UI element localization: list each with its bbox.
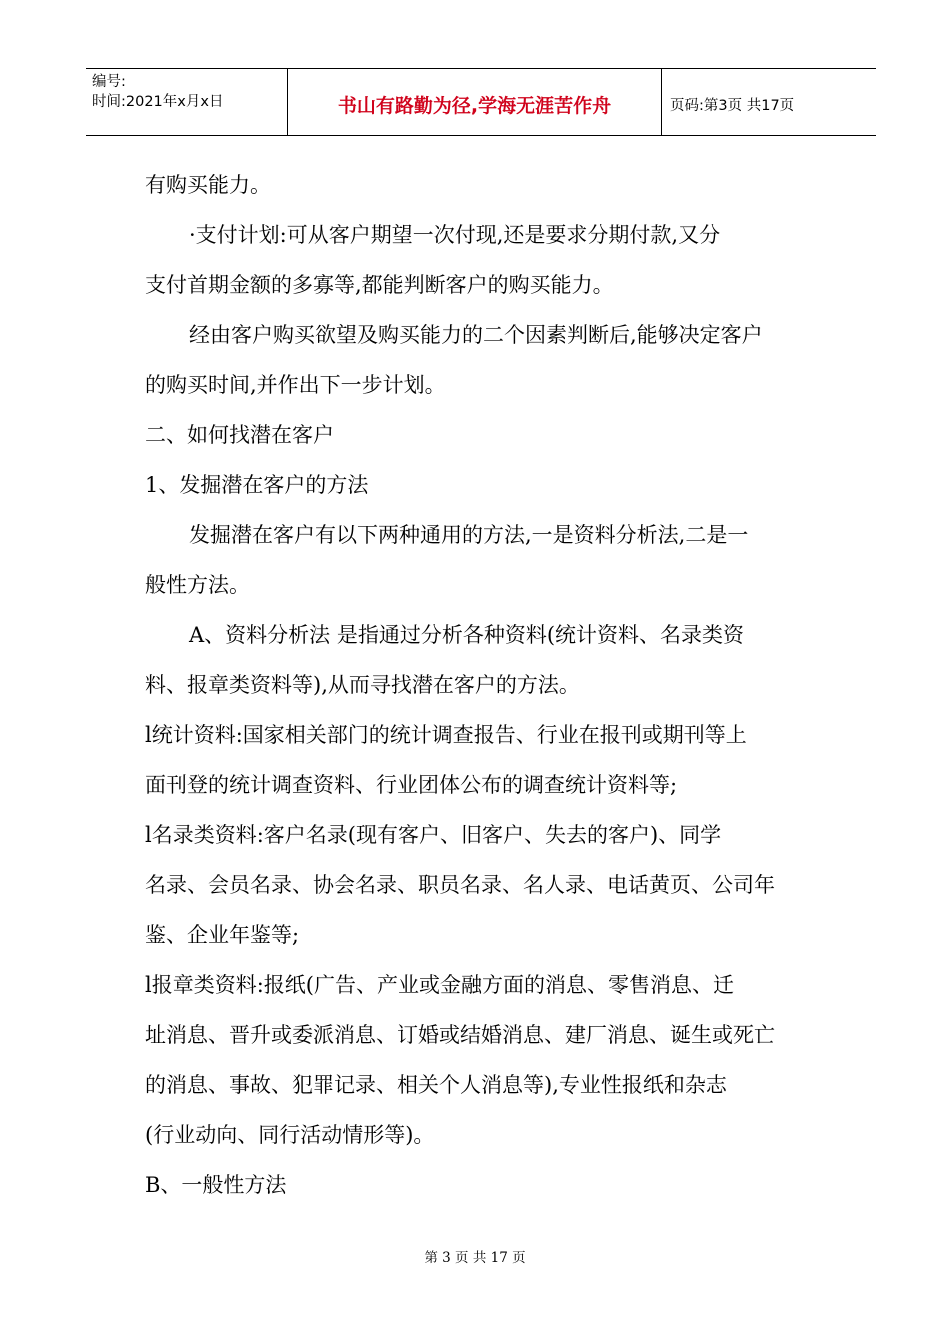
body-line: l名录类资料:客户名录(现有客户、旧客户、失去的客户)、同学: [145, 823, 722, 847]
body-line: l报章类资料:报纸(广告、产业或金融方面的消息、零售消息、迁: [145, 973, 734, 997]
body-line: 的消息、事故、犯罪记录、相关个人消息等),专业性报纸和杂志: [145, 1073, 727, 1097]
document-body: [145, 160, 821, 1210]
body-line: 经由客户购买欲望及购买能力的二个因素判断后,能够决定客户: [189, 323, 763, 347]
header-page-info: 页码:第3页 共17页: [670, 97, 795, 114]
body-line: A、资料分析法 是指通过分析各种资料(统计资料、名录类资: [189, 623, 745, 647]
body-line: B、一般性方法: [145, 1173, 287, 1197]
body-line: ·支付计划:可从客户期望一次付现,还是要求分期付款,又分: [189, 223, 721, 247]
body-line: 名录、会员名录、协会名录、职员名录、名人录、电话黄页、公司年: [145, 873, 775, 897]
body-line: 二、如何找潜在客户: [145, 423, 334, 447]
body-line: 面刊登的统计调查资料、行业团体公布的调查统计资料等;: [145, 773, 678, 797]
body-line: 的购买时间,并作出下一步计划。: [145, 373, 446, 397]
header-meta-cell: [86, 69, 288, 135]
body-line: l统计资料:国家相关部门的统计调查报告、行业在报刊或期刊等上: [145, 723, 747, 747]
body-line: 发掘潜在客户有以下两种通用的方法,一是资料分析法,二是一: [189, 523, 749, 547]
body-line: (行业动向、同行活动情形等)。: [145, 1123, 435, 1147]
body-line: 鉴、企业年鉴等;: [145, 923, 300, 947]
page-footer: 第 3 页 共 17 页: [424, 1250, 526, 1266]
body-line: 料、报章类资料等),从而寻找潜在客户的方法。: [145, 673, 580, 697]
number-label: 编号:: [92, 74, 126, 90]
page-header: [86, 68, 876, 136]
body-line: 支付首期金额的多寡等,都能判断客户的购买能力。: [145, 273, 614, 297]
body-line: 1、发掘潜在客户的方法: [145, 473, 369, 497]
header-motto: 书山有路勤为径,学海无涯苦作舟: [288, 69, 662, 135]
time-label: 时间:2021年x月x日: [92, 94, 224, 110]
body-line: 般性方法。: [145, 573, 250, 597]
body-line: 址消息、晋升或委派消息、订婚或结婚消息、建厂消息、诞生或死亡: [145, 1023, 775, 1047]
body-line: 有购买能力。: [145, 173, 271, 197]
